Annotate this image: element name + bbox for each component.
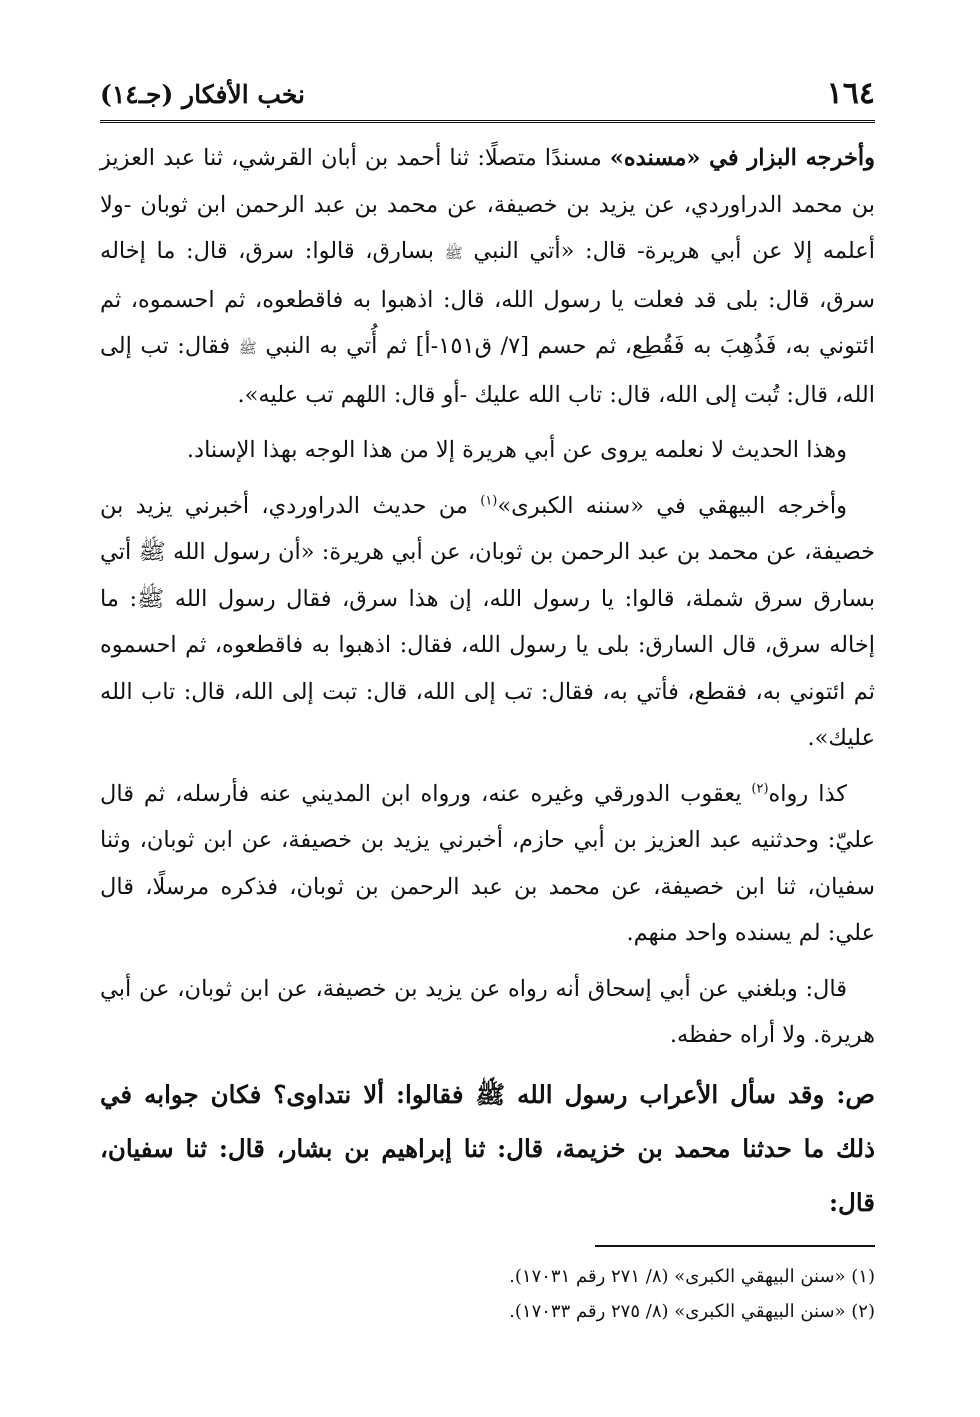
footnote-2: (٢) «سنن البيهقي الكبرى» (٨/ ٢٧٥ رقم ١٧٠٣٣). bbox=[509, 1301, 875, 1322]
salutation-symbol: ﷺ bbox=[238, 339, 257, 357]
paragraph-1-text: مسندًا متصلًا: ثنا أحمد بن أبان القرشي، ثنا عبد العزيز بن محمد الدراوردي، عن يزيد بن خصيفة، عن محمد بن عبد الرحمن ابن ثوبان -ولا أعلمه إلا عن أبي هريرة- قال: «أتي النبي bbox=[100, 145, 875, 264]
paragraph-4-text-2: يعقوب الدورقي وغيره عنه، ورواه ابن المديني عنه فأرسله، ثم قال عليّ: وحدثنيه عبد العزيز بن أبي حازم، أخبرني يزيد بن خصيفة، عن ابن ثوبان، وثنا سفيان، ثنا ابن خصيفة، عن محمد بن عبد الرحمن بن ثوبان، فذكره مرسلًا، قال علي: لم يسنده واحد منهم. bbox=[100, 780, 875, 946]
page-body bbox=[100, 135, 875, 1230]
footnotes bbox=[100, 1245, 875, 1329]
paragraph-3-text: وأخرجه البيهقي في «سننه الكبرى» bbox=[497, 492, 847, 519]
footnote-ref-2: (٢) bbox=[751, 781, 769, 796]
running-title: نخب الأفكار (جـ١٤) bbox=[100, 80, 306, 109]
paragraph-1-lead: وأخرجه البزار في «مسنده» bbox=[609, 145, 875, 171]
paragraph-5 bbox=[100, 966, 875, 1059]
footnote-ref-1: (١) bbox=[480, 493, 498, 508]
paragraph-4-text: كذا رواه bbox=[768, 780, 847, 807]
section-heading bbox=[100, 1068, 875, 1230]
paragraph-1-text-2: بسارق، قالوا: سرق، قال: ما إخاله سرق، قال: بلى قد فعلت يا رسول الله، قال: اذهبوا به فاقطعوه، ثم احسموه، ثم ائتوني به، فَذُهِبَ به فَقُطِع، ثم حسم [٧/ ق١٥١-أ] ثم أُتي به النبي bbox=[100, 238, 876, 359]
paragraph-2 bbox=[100, 427, 875, 474]
paragraph-1-text-3: فقال: تب إلى الله، قال: تُبت إلى الله، قال: تاب الله عليك -أو قال: اللهم تب عليه». bbox=[100, 333, 875, 408]
paragraph-2-text: وهذا الحديث لا نعلمه يروى عن أبي هريرة إلا من هذا الوجه بهذا الإسناد. bbox=[186, 437, 847, 463]
page-number: ١٦٤ bbox=[826, 76, 875, 111]
footnote-1: (١) «سنن البيهقي الكبرى» (٨/ ٢٧١ رقم ١٧٠٣١). bbox=[509, 1266, 875, 1287]
section-text: ص: وقد سأل الأعراب رسول الله ﷺ فقالوا: ألا نتداوى؟ فكان جوابه في ذلك ما حدثنا محمد بن خزيمة، قال: ثنا إبراهيم بن بشار، قال: ثنا سفيان، قال: bbox=[100, 1079, 875, 1217]
footnote-divider bbox=[595, 1245, 875, 1247]
paragraph-4 bbox=[100, 771, 875, 957]
book-page bbox=[100, 70, 875, 1230]
page-header bbox=[100, 70, 875, 123]
paragraph-5-text: قال: وبلغني عن أبي إسحاق أنه رواه عن يزيد بن خصيفة، عن ابن ثوبان، عن أبي هريرة. ولا أراه حفظه. bbox=[100, 975, 875, 1048]
salutation-symbol: ﷺ bbox=[444, 244, 463, 262]
paragraph-3 bbox=[100, 483, 875, 762]
paragraph-1 bbox=[100, 135, 875, 418]
paragraph-3-text-2: من حديث الدراوردي، أخبرني يزيد بن خصيفة، عن محمد بن عبد الرحمن بن ثوبان، عن أبي هريرة: «أن رسول الله ﷺ أتي بسارق سرق شملة، قالوا: يا رسول الله، إن هذا سرق، فقال رسول الله ﷺ: ما إخاله سرق، قال السارق: بلى يا رسول الله، فقال: اذهبوا به فاقطعوه، ثم احسموه ثم ائتوني به، فقطع، فأتي به، فقال: تب إلى الله، قال: تبت إلى الله، قال: تاب الله عليك». bbox=[100, 492, 875, 751]
